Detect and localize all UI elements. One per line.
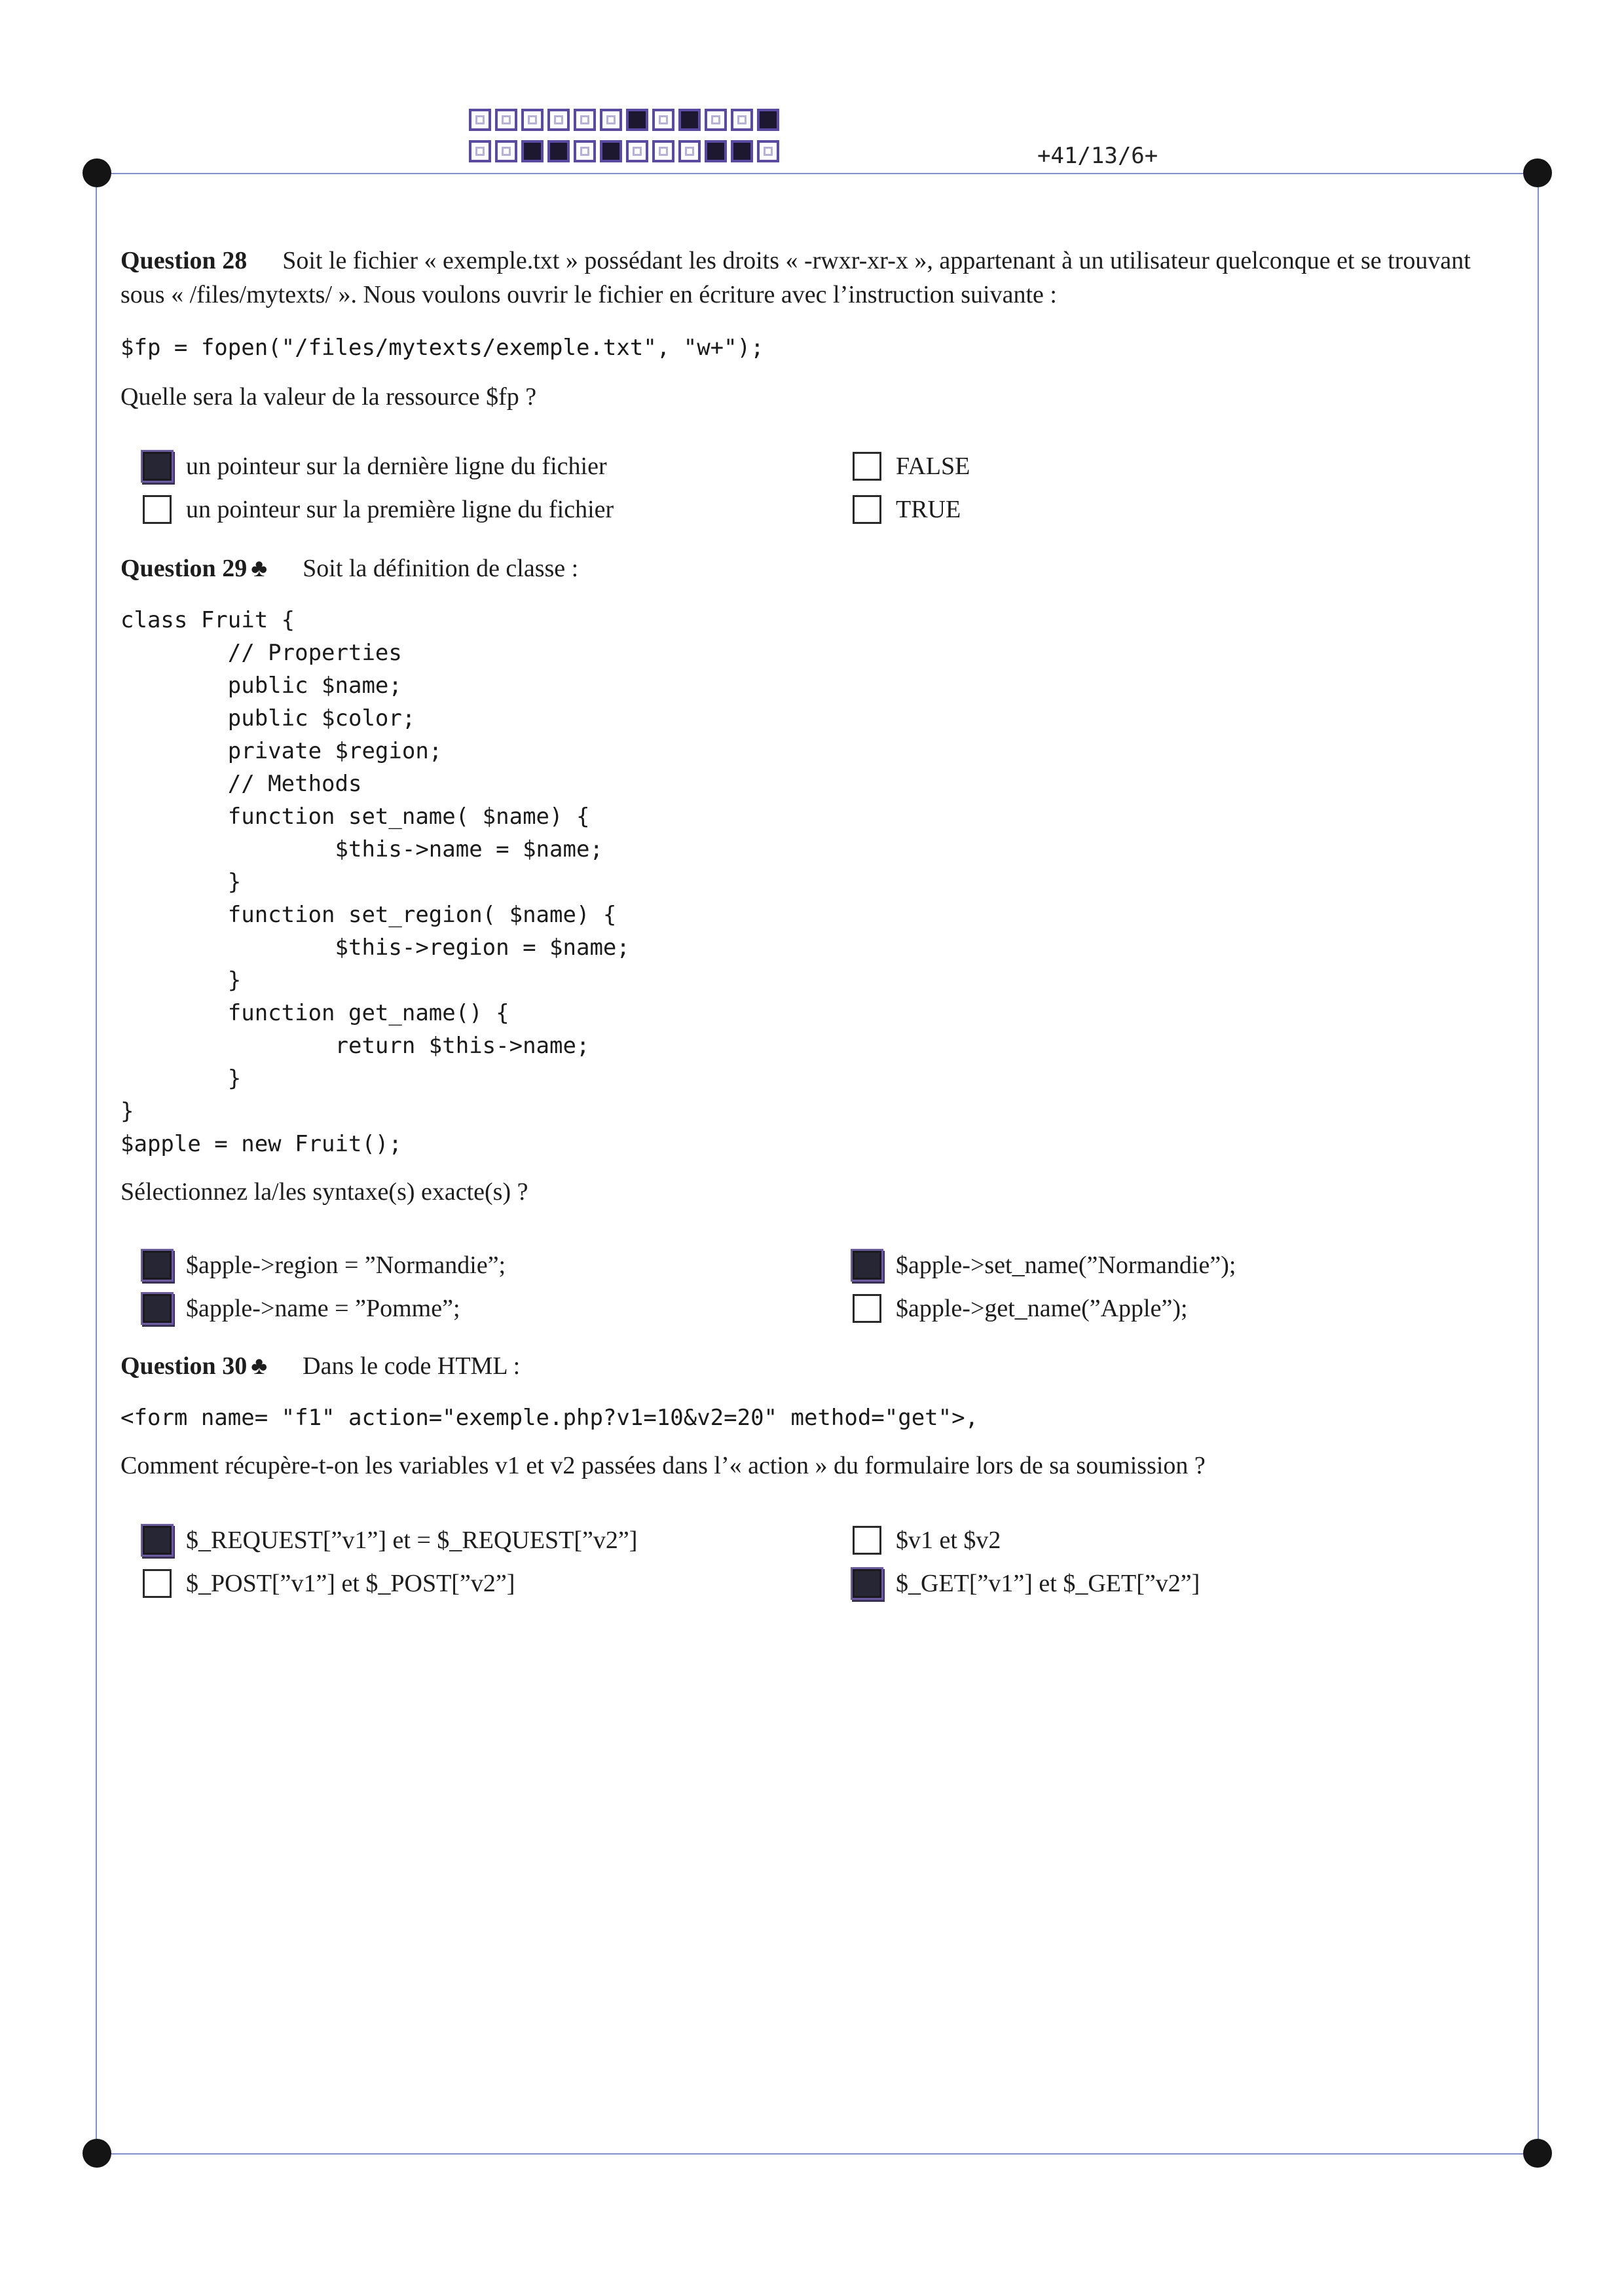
q30-option-3-checkbox[interactable] [853,1526,881,1555]
code-cell [731,109,753,131]
code-cell [574,109,596,131]
q29-option-1-checkbox[interactable] [143,1251,172,1280]
frame-left-line [96,173,97,2155]
q28-option-1-label: un pointeur sur la dernière ligne du fichier [186,453,607,480]
code-cell [626,140,648,162]
q29-option-3[interactable] [853,1251,1236,1280]
corner-mark-bottom-left [83,2139,111,2168]
code-cell [495,140,517,162]
question-30-text: Dans le code HTML : [303,1352,521,1380]
code-cell [521,109,544,131]
club-icon: ♣ [251,1352,268,1380]
question-28 [120,244,1515,414]
q28-option-1-checkbox[interactable] [143,452,172,481]
question-29-code: class Fruit { // Properties public $name; public $color; private $region; // Methods function set_name( $name) { $this->name = $name; } function set_region( $name) { $this->region = $name; } function get_name() { return $this->name; } } $apple = new Fruit(); [120,607,630,1157]
q28-option-2-label: un pointeur sur la première ligne du fichier [186,496,614,523]
q28-option-4-checkbox[interactable] [853,495,881,524]
question-30-prompt: Comment récupère-t-on les variables v1 et v2 passées dans l’« action » du formulaire lors de sa soumission ? [120,1452,1206,1479]
code-cell [705,140,727,162]
question-28-prompt: Quelle sera la valeur de la ressource $fp ? [120,383,537,411]
corner-mark-top-right [1523,158,1552,187]
code-cell [495,109,517,131]
code-cell [469,109,491,131]
question-29-title: Question 29 ♣ [120,555,268,582]
question-28-title: Question 28 [120,247,248,274]
frame-bottom-line [97,2153,1538,2155]
q28-option-1[interactable] [143,452,607,481]
binary-code-row-2 [469,140,779,162]
question-28-text: Soit le fichier « exemple.txt » possédant les droits « -rwxr-xr-x », appartenant à un utilisateur quelconque et se trouvant sous « /files/mytexts/ ». Nous voulons ouvrir le fichier en écriture avec l’instruction suivante : [120,247,1471,308]
code-cell [600,109,622,131]
q28-option-3-checkbox[interactable] [853,452,881,481]
question-30-code: <form name= "f1" action="exemple.php?v1=10&v2=20" method="get">, [120,1405,979,1431]
question-29-prompt: Sélectionnez la/les syntaxe(s) exacte(s) ? [120,1178,528,1206]
q30-option-4[interactable] [853,1569,1200,1598]
question-30-title: Question 30 ♣ [120,1352,268,1380]
q30-option-2-checkbox[interactable] [143,1569,172,1598]
q30-option-3[interactable] [853,1526,1001,1555]
code-cell [678,140,701,162]
q29-option-3-checkbox[interactable] [853,1251,881,1280]
page-id: +41/13/6+ [1037,143,1158,169]
question-29-text: Soit la définition de classe : [303,555,579,582]
corner-mark-top-left [83,158,111,187]
code-cell [757,109,779,131]
club-icon: ♣ [251,555,268,582]
q28-option-4-label: TRUE [896,496,961,523]
question-30-statement [120,1349,1515,1383]
code-cell [626,109,648,131]
code-cell [469,140,491,162]
question-29 [120,551,1515,1209]
q29-option-1-label: $apple->region = ”Normandie”; [186,1251,506,1279]
frame-right-line [1538,173,1539,2155]
frame-top-line [97,173,1538,174]
code-cell [574,140,596,162]
code-cell [600,140,622,162]
question-28-statement [120,244,1515,312]
q29-option-4-label: $apple->get_name(”Apple”); [896,1295,1188,1322]
corner-mark-bottom-right [1523,2139,1552,2168]
code-cell [757,140,779,162]
code-cell [521,140,544,162]
q28-option-3[interactable] [853,452,970,481]
binary-code-row-1 [469,109,779,131]
code-cell [705,109,727,131]
q28-option-4[interactable] [853,495,961,524]
q28-option-3-label: FALSE [896,453,970,480]
code-cell [678,109,701,131]
code-cell [731,140,753,162]
question-29-statement [120,551,1515,585]
q30-option-2[interactable] [143,1569,515,1598]
q28-option-2[interactable] [143,495,614,524]
q30-option-2-label: $_POST[”v1”] et $_POST[”v2”] [186,1570,515,1597]
q29-option-2-checkbox[interactable] [143,1294,172,1323]
code-cell [652,109,674,131]
code-cell [652,140,674,162]
q28-option-2-checkbox[interactable] [143,495,172,524]
q30-option-1-checkbox[interactable] [143,1526,172,1555]
q29-option-2-label: $apple->name = ”Pomme”; [186,1295,460,1322]
q29-option-2[interactable] [143,1294,460,1323]
question-28-code: $fp = fopen("/files/mytexts/exemple.txt", "w+"); [120,335,764,361]
question-30 [120,1349,1515,1483]
code-cell [547,140,570,162]
q30-option-1-label: $_REQUEST[”v1”] et = $_REQUEST[”v2”] [186,1527,638,1554]
code-cell [547,109,570,131]
q29-option-4[interactable] [853,1294,1188,1323]
q29-option-3-label: $apple->set_name(”Normandie”); [896,1251,1236,1279]
q29-option-1[interactable] [143,1251,506,1280]
q30-option-4-checkbox[interactable] [853,1569,881,1598]
q29-option-4-checkbox[interactable] [853,1294,881,1323]
q30-option-4-label: $_GET[”v1”] et $_GET[”v2”] [896,1570,1200,1597]
q30-option-1[interactable] [143,1526,637,1555]
q30-option-3-label: $v1 et $v2 [896,1527,1001,1554]
